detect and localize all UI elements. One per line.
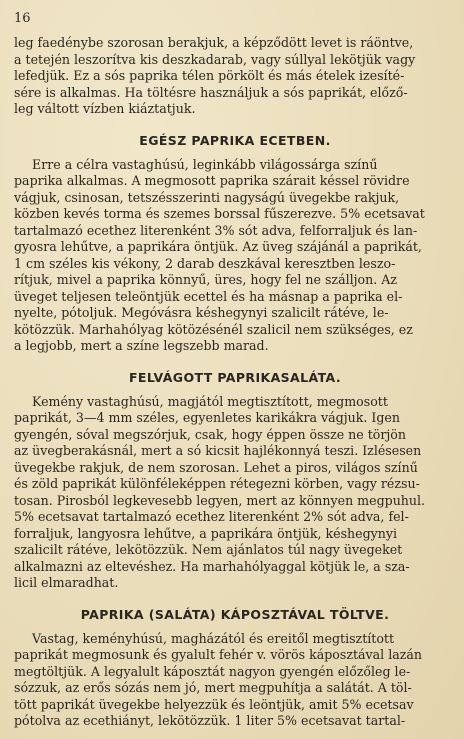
text-line: leg váltott vízben kiáztatjuk. — [14, 101, 196, 116]
section-heading-sliced-pepper-salad: FELVÁGOTT PAPRIKASALÁTA. — [128, 369, 342, 385]
text-line: üvegekbe rakjuk, de nem szorosan. Lehet a piros, világos színű — [14, 459, 418, 475]
text-line: licil elmaradhat. — [14, 575, 119, 590]
text-line: forraljuk, langyosra lehűtve, a paprikára öntjük, késhegynyi — [14, 525, 398, 541]
text-line: Vastag, keményhúsú, magházától és ereitől megtisztított — [32, 630, 395, 646]
text-line: tartalmazó ecethez literenként 3% sót adva, felforraljuk és lan- — [14, 222, 418, 238]
text-line: gyosra lehűtve, a paprikára öntjük. Az üveg szájánál a paprikát, — [14, 239, 422, 254]
text-line: paprika alkalmas. A megmosott paprika szárait késsel rövidre — [14, 173, 410, 188]
page-number: 16 — [14, 11, 31, 26]
text-line: 1 cm széles kis vékony, 2 darab deszkával keresztben leszo- — [14, 255, 396, 271]
text-line: alkalmazni az eltevéshez. Ha marhahólyaggal kötjük le, a sza- — [14, 558, 410, 574]
text-line: a tetején leszorítva kis deszkadarab, vagy súllyal lekötjük vagy — [14, 51, 416, 67]
section-heading-stuffed-pepper: PAPRIKA (SALÁTA) KÁPOSZTÁVAL TÖLTVE. — [80, 606, 390, 622]
section-paragraph-sliced-pepper-salad — [14, 394, 456, 592]
text-line: megtöltjük. A legyalult káposztát nagyon gyengén előzőleg le- — [14, 663, 411, 679]
text-line: pótolva az ecethiányt, lekötözzük. 1 liter 5% ecetsavat tartal- — [14, 713, 406, 728]
text-line: leg faedénybe szorosan berakjuk, a képződött levet is ráöntve, — [14, 35, 414, 50]
text-line: vágjuk, csinosan, tetszésszerinti nagyságú üvegekbe rakjuk, — [14, 189, 400, 205]
text-line: sózzuk, az erős sózás nem jó, mert megpuhítja a salátát. A töl- — [14, 680, 412, 695]
text-line: Kemény vastaghúsú, magjától megtisztított, megmosott — [32, 393, 388, 409]
text-line: a legjobb, mert a színe legszebb marad. — [14, 338, 269, 353]
text-line: kötözzük. Marhahólyag kötözésénél szalicil nem szükséges, ez — [14, 321, 413, 337]
text-line: üveget teljesen teleöntjük ecettel és ha másnap a paprika el- — [14, 288, 403, 304]
text-line: szalicilt rátéve, lekötözzük. Nem ajánlatos túl nagy üvegeket — [14, 542, 403, 557]
text-line: közben kevés torma és szemes borssal fűszerezve. 5% ecetsavat — [14, 206, 425, 221]
section-paragraph-stuffed-pepper — [14, 631, 456, 730]
text-line: rítjuk, mivel a paprika könnyű, üres, hogy fel ne szálljon. Az — [14, 272, 397, 287]
text-line: az üvegberakásnál, mert a só kicsit hajlékonnyá teszi. Izlésesen — [14, 443, 422, 458]
text-line: sére is alkalmas. Ha töltésre használjuk a sós paprikát, előző- — [14, 84, 408, 100]
text-line: és zöld paprikát különféleképpen rétegezni körben, vagy rézsu- — [14, 476, 420, 491]
text-line: paprikát megmosunk és gyalult fehér v. vörös káposztával lazán — [14, 647, 423, 662]
text-line: paprikát, 3—4 mm széles, egyenletes karikákra vágjuk. Igen — [14, 410, 400, 425]
text-line: nyelte, pótoljuk. Megóvásra késhegynyi szalicilt rátéve, le- — [14, 305, 389, 320]
text-line: 5% ecetsavat tartalmazó ecethez literenként 2% sót adva, fel- — [14, 509, 409, 524]
text-line: tött paprikát üvegekbe helyezzük és leöntjük, amit 5% ecetsav — [14, 696, 414, 712]
text-line: gyengén, sóval megszórjuk, csak, hogy éppen össze ne törjön — [14, 426, 406, 442]
section-paragraph-whole-pepper — [14, 157, 456, 355]
section-heading-whole-pepper: EGÉSZ PAPRIKA ECETBEN. — [139, 132, 331, 148]
text-line: tosan. Pirosból legkevesebb legyen, mert az könnyen megpuhul. — [14, 492, 426, 508]
text-line: lefedjük. Ez a sós paprika télen pörkölt és más ételek izesíté- — [14, 68, 405, 83]
text-line: Erre a célra vastaghúsú, leginkább világossárga színű — [32, 156, 378, 172]
intro-paragraph — [14, 35, 456, 118]
